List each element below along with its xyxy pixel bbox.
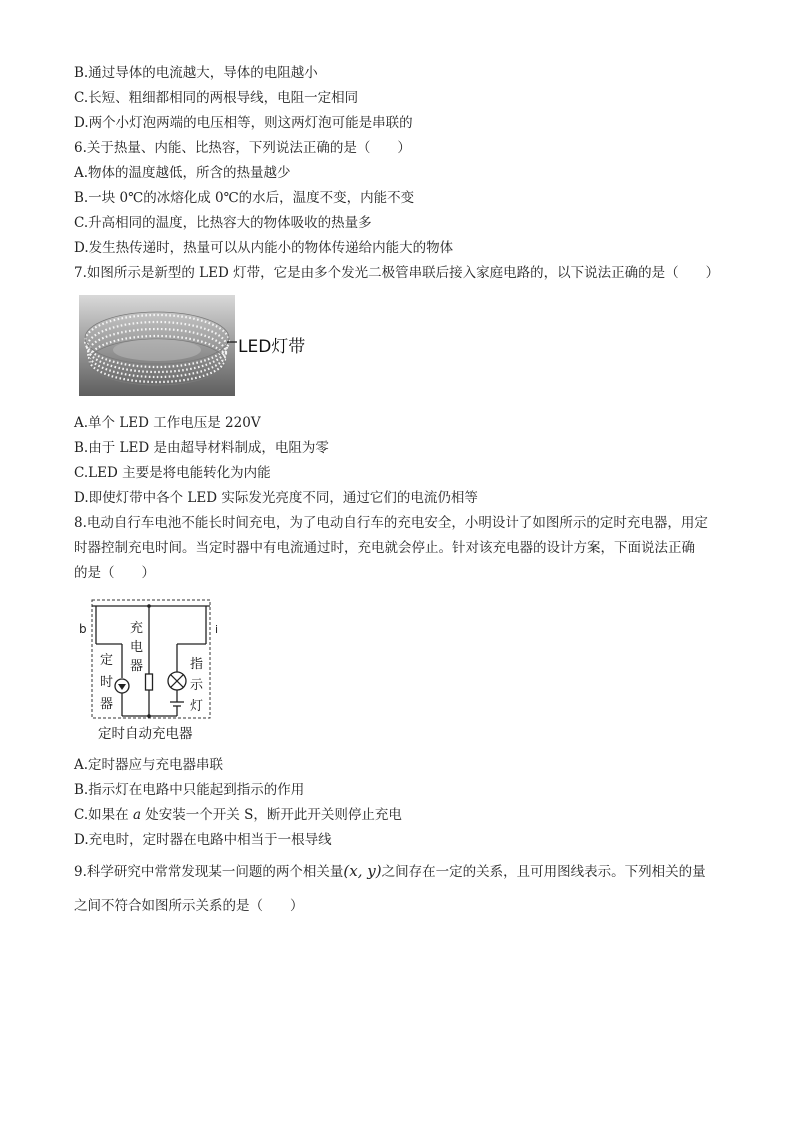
option-7a: A.单个 LED 工作电压是 220V (74, 415, 261, 431)
question-6: 6.关于热量、内能、比热容，下列说法正确的是（ ） (74, 140, 411, 156)
option-8b: B.指示灯在电路中只能起到指示的作用 (74, 782, 305, 798)
indicator-label-2: 示 (190, 678, 204, 693)
indicator-label-3: 灯 (190, 699, 204, 714)
option-7c: C.LED 主要是将电能转化为内能 (74, 465, 271, 481)
option-8c-variable: a (132, 807, 141, 823)
question-8-line-3: 的是（ ） (74, 565, 155, 581)
timer-label-3: 器 (100, 697, 114, 712)
led-strip-label: LED灯带 (238, 337, 306, 357)
question-9-line-1 (74, 862, 706, 881)
option-7b: B.由于 LED 是由超导材料制成，电阻为零 (74, 440, 329, 456)
question-8-line-1: 8.电动自行车电池不能长时间充电，为了电动自行车的充电安全，小明设计了如图所示的定时充电器，用定 (74, 515, 708, 531)
option-8c-prefix: C.如果在 (74, 807, 133, 823)
option-6a: A.物体的温度越低，所含的热量越少 (74, 165, 291, 181)
option-5d: D.两个小灯泡两端的电压相等，则这两灯泡可能是串联的 (74, 115, 413, 131)
question-8-line-2: 时器控制充电时间。当定时器中有电流通过时，充电就会停止。针对该充电器的设计方案，下面说法正确 (74, 540, 695, 556)
option-8d: D.充电时，定时器在电路中相当于一根导线 (74, 832, 332, 848)
timer-label-1: 定 (100, 653, 114, 668)
option-5c: C.长短、粗细都相同的两根导线，电阻一定相同 (74, 90, 359, 106)
circuit-caption: 定时自动充电器 (98, 726, 193, 742)
charger-label-3: 器 (130, 659, 144, 674)
option-7d: D.即使灯带中各个 LED 实际发光亮度不同，通过它们的电流仍相等 (74, 490, 478, 506)
question-7: 7.如图所示是新型的 LED 灯带，它是由多个发光二极管串联后接入家庭电路的，以下说法正确的是（ ） (74, 265, 720, 281)
charger-label-2: 电 (130, 640, 144, 655)
option-8c (74, 806, 402, 824)
question-9-line-2: 之间不符合如图所示关系的是（ ） (74, 898, 304, 914)
charger-resistor-symbol (146, 674, 153, 690)
option-6d: D.发生热传递时，热量可以从内能小的物体传递给内能大的物体 (74, 240, 454, 256)
question-9-suffix: 之间存在一定的关系，且可用图线表示。下列相关的量 (381, 864, 706, 880)
question-9-prefix: 9.科学研究中常常发现某一问题的两个相关量 (74, 864, 344, 880)
option-6b: B.一块 0℃的冰熔化成 0℃的水后，温度不变，内能不变 (74, 190, 415, 206)
option-8c-suffix: 处安装一个开关 S，断开此开关则停止充电 (141, 807, 402, 823)
option-5b: B.通过导体的电流越大，导体的电阻越小 (74, 65, 318, 81)
indicator-label-1: 指 (190, 657, 204, 672)
option-6c: C.升高相同的温度，比热容大的物体吸收的热量多 (74, 215, 372, 231)
point-b-label: b (79, 622, 87, 636)
question-9-variables: (x, y) (343, 862, 382, 880)
timer-label-2: 时 (100, 675, 114, 690)
option-8a: A.定时器应与充电器串联 (74, 757, 224, 773)
point-a-label: i (215, 623, 219, 636)
timed-charger-circuit (76, 592, 226, 744)
led-strip-photo (79, 295, 235, 396)
charger-label-1: 充 (130, 621, 144, 636)
